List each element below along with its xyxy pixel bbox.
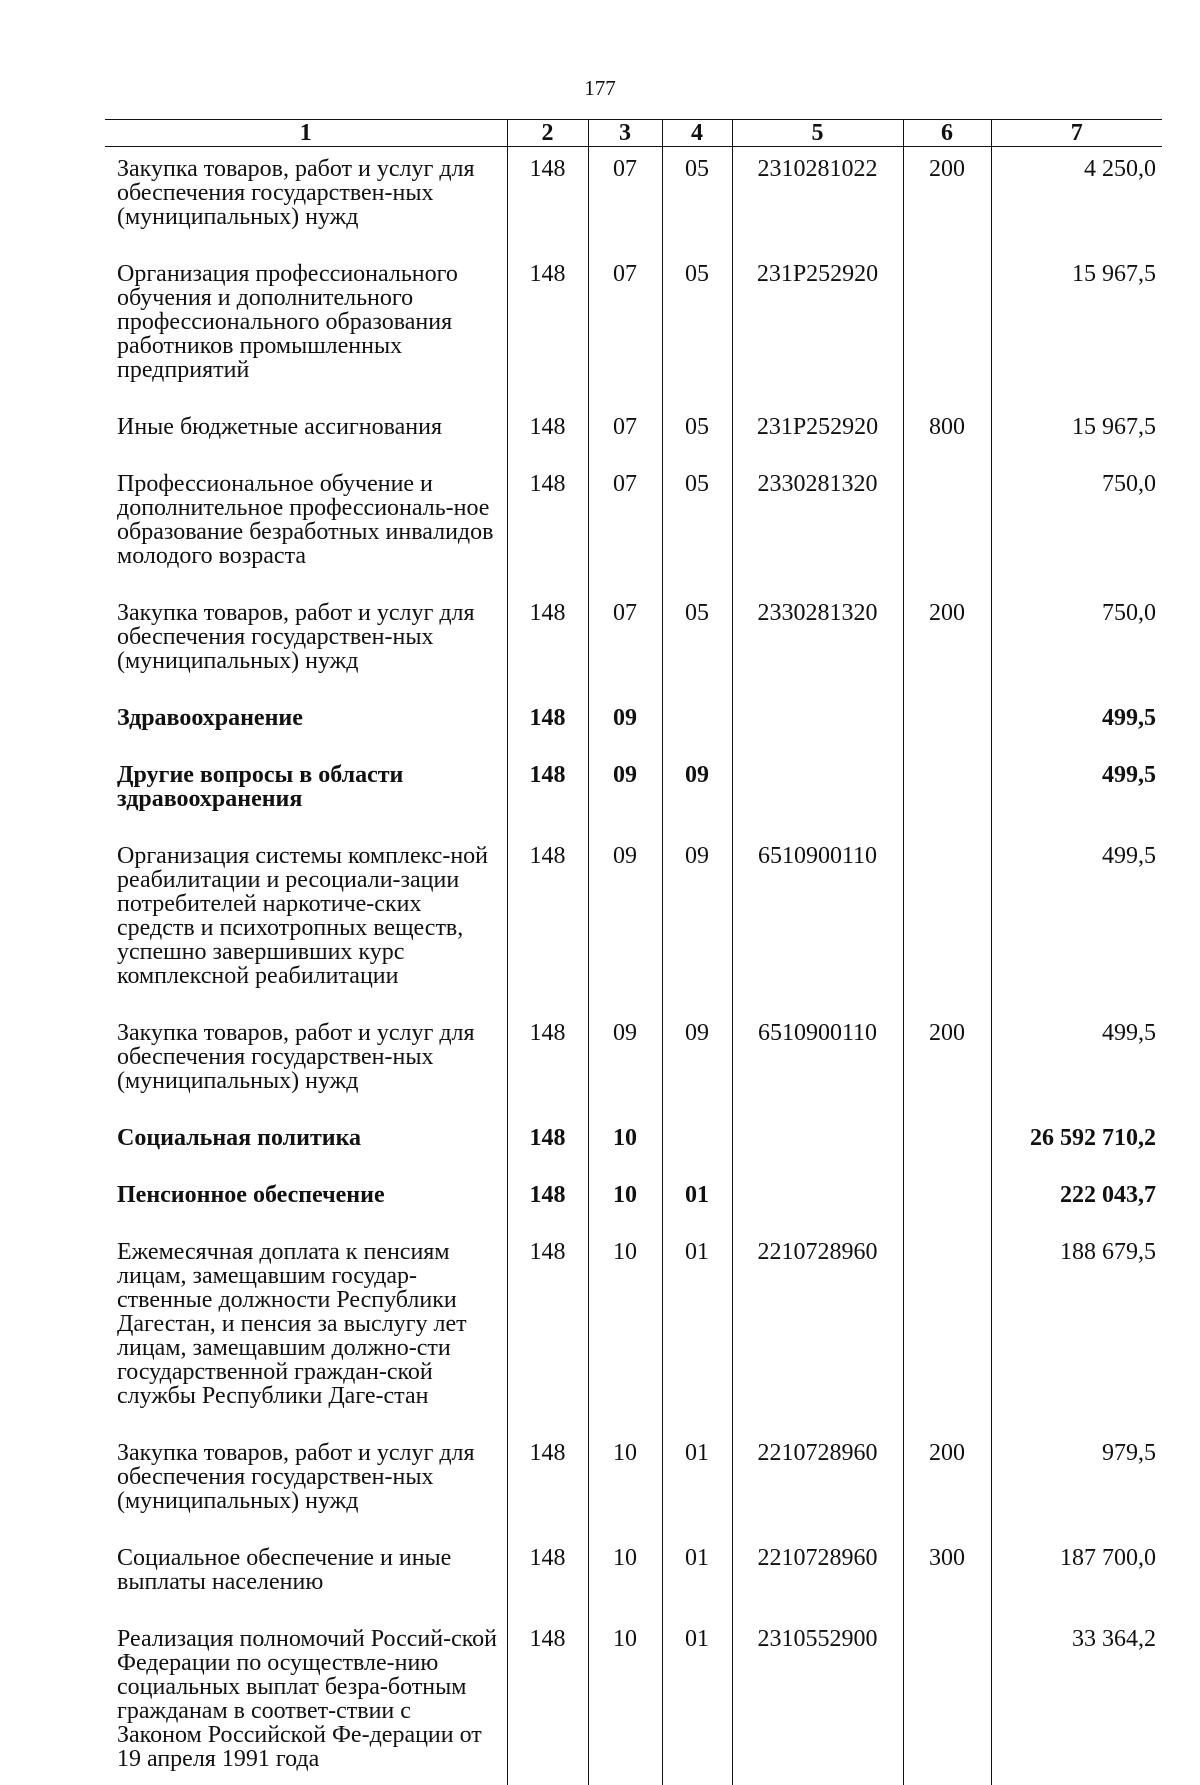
subsection-code: 01: [662, 1224, 732, 1425]
item-name: Реализация полномочий Россий-ской Федерации по осуществле-нию социальных выплат безра-ботным гражданам в соответ-ствии с Законом Российской Фе-дерации от 19 апреля 1991 года: [105, 1611, 507, 1785]
budget-table: [105, 119, 1162, 1785]
item-name: Пенсионное обеспечение: [105, 1167, 507, 1224]
table-row: [105, 690, 1162, 747]
column-header-6: 6: [903, 120, 991, 147]
item-name: Закупка товаров, работ и услуг для обеспечения государствен-ных (муниципальных) нужд: [105, 1005, 507, 1110]
expense-type-code: 200: [903, 1005, 991, 1110]
expense-type-code: [903, 1167, 991, 1224]
target-article-code: 2310281022: [732, 147, 903, 247]
table-header: [105, 120, 1162, 147]
target-article-code: 2210728960: [732, 1224, 903, 1425]
table-body: [105, 147, 1162, 1785]
table-row: [105, 1425, 1162, 1530]
expense-type-code: [903, 1224, 991, 1425]
subsection-code: 01: [662, 1425, 732, 1530]
column-header-3: 3: [588, 120, 662, 147]
target-article-code: 6510900110: [732, 1005, 903, 1110]
section-code: 09: [588, 828, 662, 1005]
section-code: 09: [588, 1005, 662, 1110]
target-article-code: 2330281320: [732, 585, 903, 690]
expense-type-code: 800: [903, 399, 991, 456]
amount: 33 364,2: [991, 1611, 1162, 1785]
header-row: [105, 120, 1162, 147]
ministry-code: 148: [507, 1005, 588, 1110]
item-name: Ежемесячная доплата к пенсиям лицам, замещавшим государ-ственные должности Республики Дагестан, и пенсия за выслугу лет лицам, замещавшим должно-сти государственной граждан-ской службы Республики Даге-стан: [105, 1224, 507, 1425]
amount: 979,5: [991, 1425, 1162, 1530]
ministry-code: 148: [507, 1611, 588, 1785]
section-code: 10: [588, 1224, 662, 1425]
amount: 4 250,0: [991, 147, 1162, 247]
amount: 187 700,0: [991, 1530, 1162, 1611]
item-name: Закупка товаров, работ и услуг для обеспечения государствен-ных (муниципальных) нужд: [105, 585, 507, 690]
section-code: 07: [588, 585, 662, 690]
subsection-code: 05: [662, 246, 732, 399]
ministry-code: 148: [507, 690, 588, 747]
subsection-code: 01: [662, 1167, 732, 1224]
item-name: Социальная политика: [105, 1110, 507, 1167]
column-header-4: 4: [662, 120, 732, 147]
section-code: 10: [588, 1530, 662, 1611]
expense-type-code: 200: [903, 147, 991, 247]
amount: 750,0: [991, 585, 1162, 690]
expense-type-code: [903, 1110, 991, 1167]
subsection-code: 05: [662, 585, 732, 690]
amount: 26 592 710,2: [991, 1110, 1162, 1167]
subsection-code: 05: [662, 399, 732, 456]
item-name: Социальное обеспечение и иные выплаты населению: [105, 1530, 507, 1611]
ministry-code: 148: [507, 1530, 588, 1611]
ministry-code: 148: [507, 1425, 588, 1530]
expense-type-code: [903, 690, 991, 747]
section-code: 07: [588, 456, 662, 585]
subsection-code: 05: [662, 456, 732, 585]
item-name: Профессиональное обучение и дополнительное профессиональ-ное образование безработных инвалидов молодого возраста: [105, 456, 507, 585]
amount: 750,0: [991, 456, 1162, 585]
target-article-code: 2210728960: [732, 1425, 903, 1530]
target-article-code: [732, 690, 903, 747]
ministry-code: 148: [507, 246, 588, 399]
target-article-code: 6510900110: [732, 828, 903, 1005]
table-row: [105, 1167, 1162, 1224]
section-code: 10: [588, 1110, 662, 1167]
section-code: 07: [588, 399, 662, 456]
item-name: Закупка товаров, работ и услуг для обеспечения государствен-ных (муниципальных) нужд: [105, 1425, 507, 1530]
item-name: Здравоохранение: [105, 690, 507, 747]
table-row: [105, 747, 1162, 828]
expense-type-code: [903, 456, 991, 585]
amount: 188 679,5: [991, 1224, 1162, 1425]
page-number: 177: [0, 76, 1200, 101]
table-row: [105, 456, 1162, 585]
subsection-code: [662, 690, 732, 747]
column-header-5: 5: [732, 120, 903, 147]
ministry-code: 148: [507, 456, 588, 585]
subsection-code: 01: [662, 1611, 732, 1785]
table-row: [105, 399, 1162, 456]
expense-type-code: [903, 828, 991, 1005]
expense-type-code: 200: [903, 1425, 991, 1530]
amount: 15 967,5: [991, 399, 1162, 456]
target-article-code: [732, 1167, 903, 1224]
expense-type-code: [903, 747, 991, 828]
ministry-code: 148: [507, 147, 588, 247]
column-header-7: 7: [991, 120, 1162, 147]
expense-type-code: [903, 246, 991, 399]
amount: 15 967,5: [991, 246, 1162, 399]
ministry-code: 148: [507, 828, 588, 1005]
table-row: [105, 246, 1162, 399]
subsection-code: 09: [662, 1005, 732, 1110]
amount: 499,5: [991, 747, 1162, 828]
column-header-2: 2: [507, 120, 588, 147]
target-article-code: 231P252920: [732, 399, 903, 456]
subsection-code: 01: [662, 1530, 732, 1611]
subsection-code: [662, 1110, 732, 1167]
amount: 499,5: [991, 828, 1162, 1005]
target-article-code: [732, 1110, 903, 1167]
amount: 222 043,7: [991, 1167, 1162, 1224]
table-row: [105, 1530, 1162, 1611]
item-name: Иные бюджетные ассигнования: [105, 399, 507, 456]
section-code: 10: [588, 1425, 662, 1530]
section-code: 10: [588, 1611, 662, 1785]
expense-type-code: [903, 1611, 991, 1785]
amount: 499,5: [991, 1005, 1162, 1110]
section-code: 10: [588, 1167, 662, 1224]
table-row: [105, 1005, 1162, 1110]
table-row: [105, 585, 1162, 690]
ministry-code: 148: [507, 1167, 588, 1224]
table-row: [105, 1611, 1162, 1785]
subsection-code: 05: [662, 147, 732, 247]
expense-type-code: 300: [903, 1530, 991, 1611]
column-header-1: 1: [105, 120, 507, 147]
expense-type-code: 200: [903, 585, 991, 690]
ministry-code: 148: [507, 747, 588, 828]
item-name: Закупка товаров, работ и услуг для обеспечения государствен-ных (муниципальных) нужд: [105, 147, 507, 247]
ministry-code: 148: [507, 399, 588, 456]
section-code: 09: [588, 690, 662, 747]
ministry-code: 148: [507, 1224, 588, 1425]
target-article-code: 2330281320: [732, 456, 903, 585]
section-code: 07: [588, 147, 662, 247]
subsection-code: 09: [662, 828, 732, 1005]
target-article-code: 231P252920: [732, 246, 903, 399]
table-row: [105, 828, 1162, 1005]
ministry-code: 148: [507, 585, 588, 690]
table-row: [105, 1110, 1162, 1167]
target-article-code: 2210728960: [732, 1530, 903, 1611]
table-row: [105, 147, 1162, 247]
section-code: 07: [588, 246, 662, 399]
subsection-code: 09: [662, 747, 732, 828]
table-row: [105, 1224, 1162, 1425]
target-article-code: 2310552900: [732, 1611, 903, 1785]
item-name: Другие вопросы в области здравоохранения: [105, 747, 507, 828]
section-code: 09: [588, 747, 662, 828]
ministry-code: 148: [507, 1110, 588, 1167]
item-name: Организация профессионального обучения и дополнительного профессионального образования работников промышленных предприятий: [105, 246, 507, 399]
item-name: Организация системы комплекс-ной реабилитации и ресоциали-зации потребителей наркотиче-ских средств и психотропных веществ, успешно завершивших курс комплексной реабилитации: [105, 828, 507, 1005]
amount: 499,5: [991, 690, 1162, 747]
target-article-code: [732, 747, 903, 828]
